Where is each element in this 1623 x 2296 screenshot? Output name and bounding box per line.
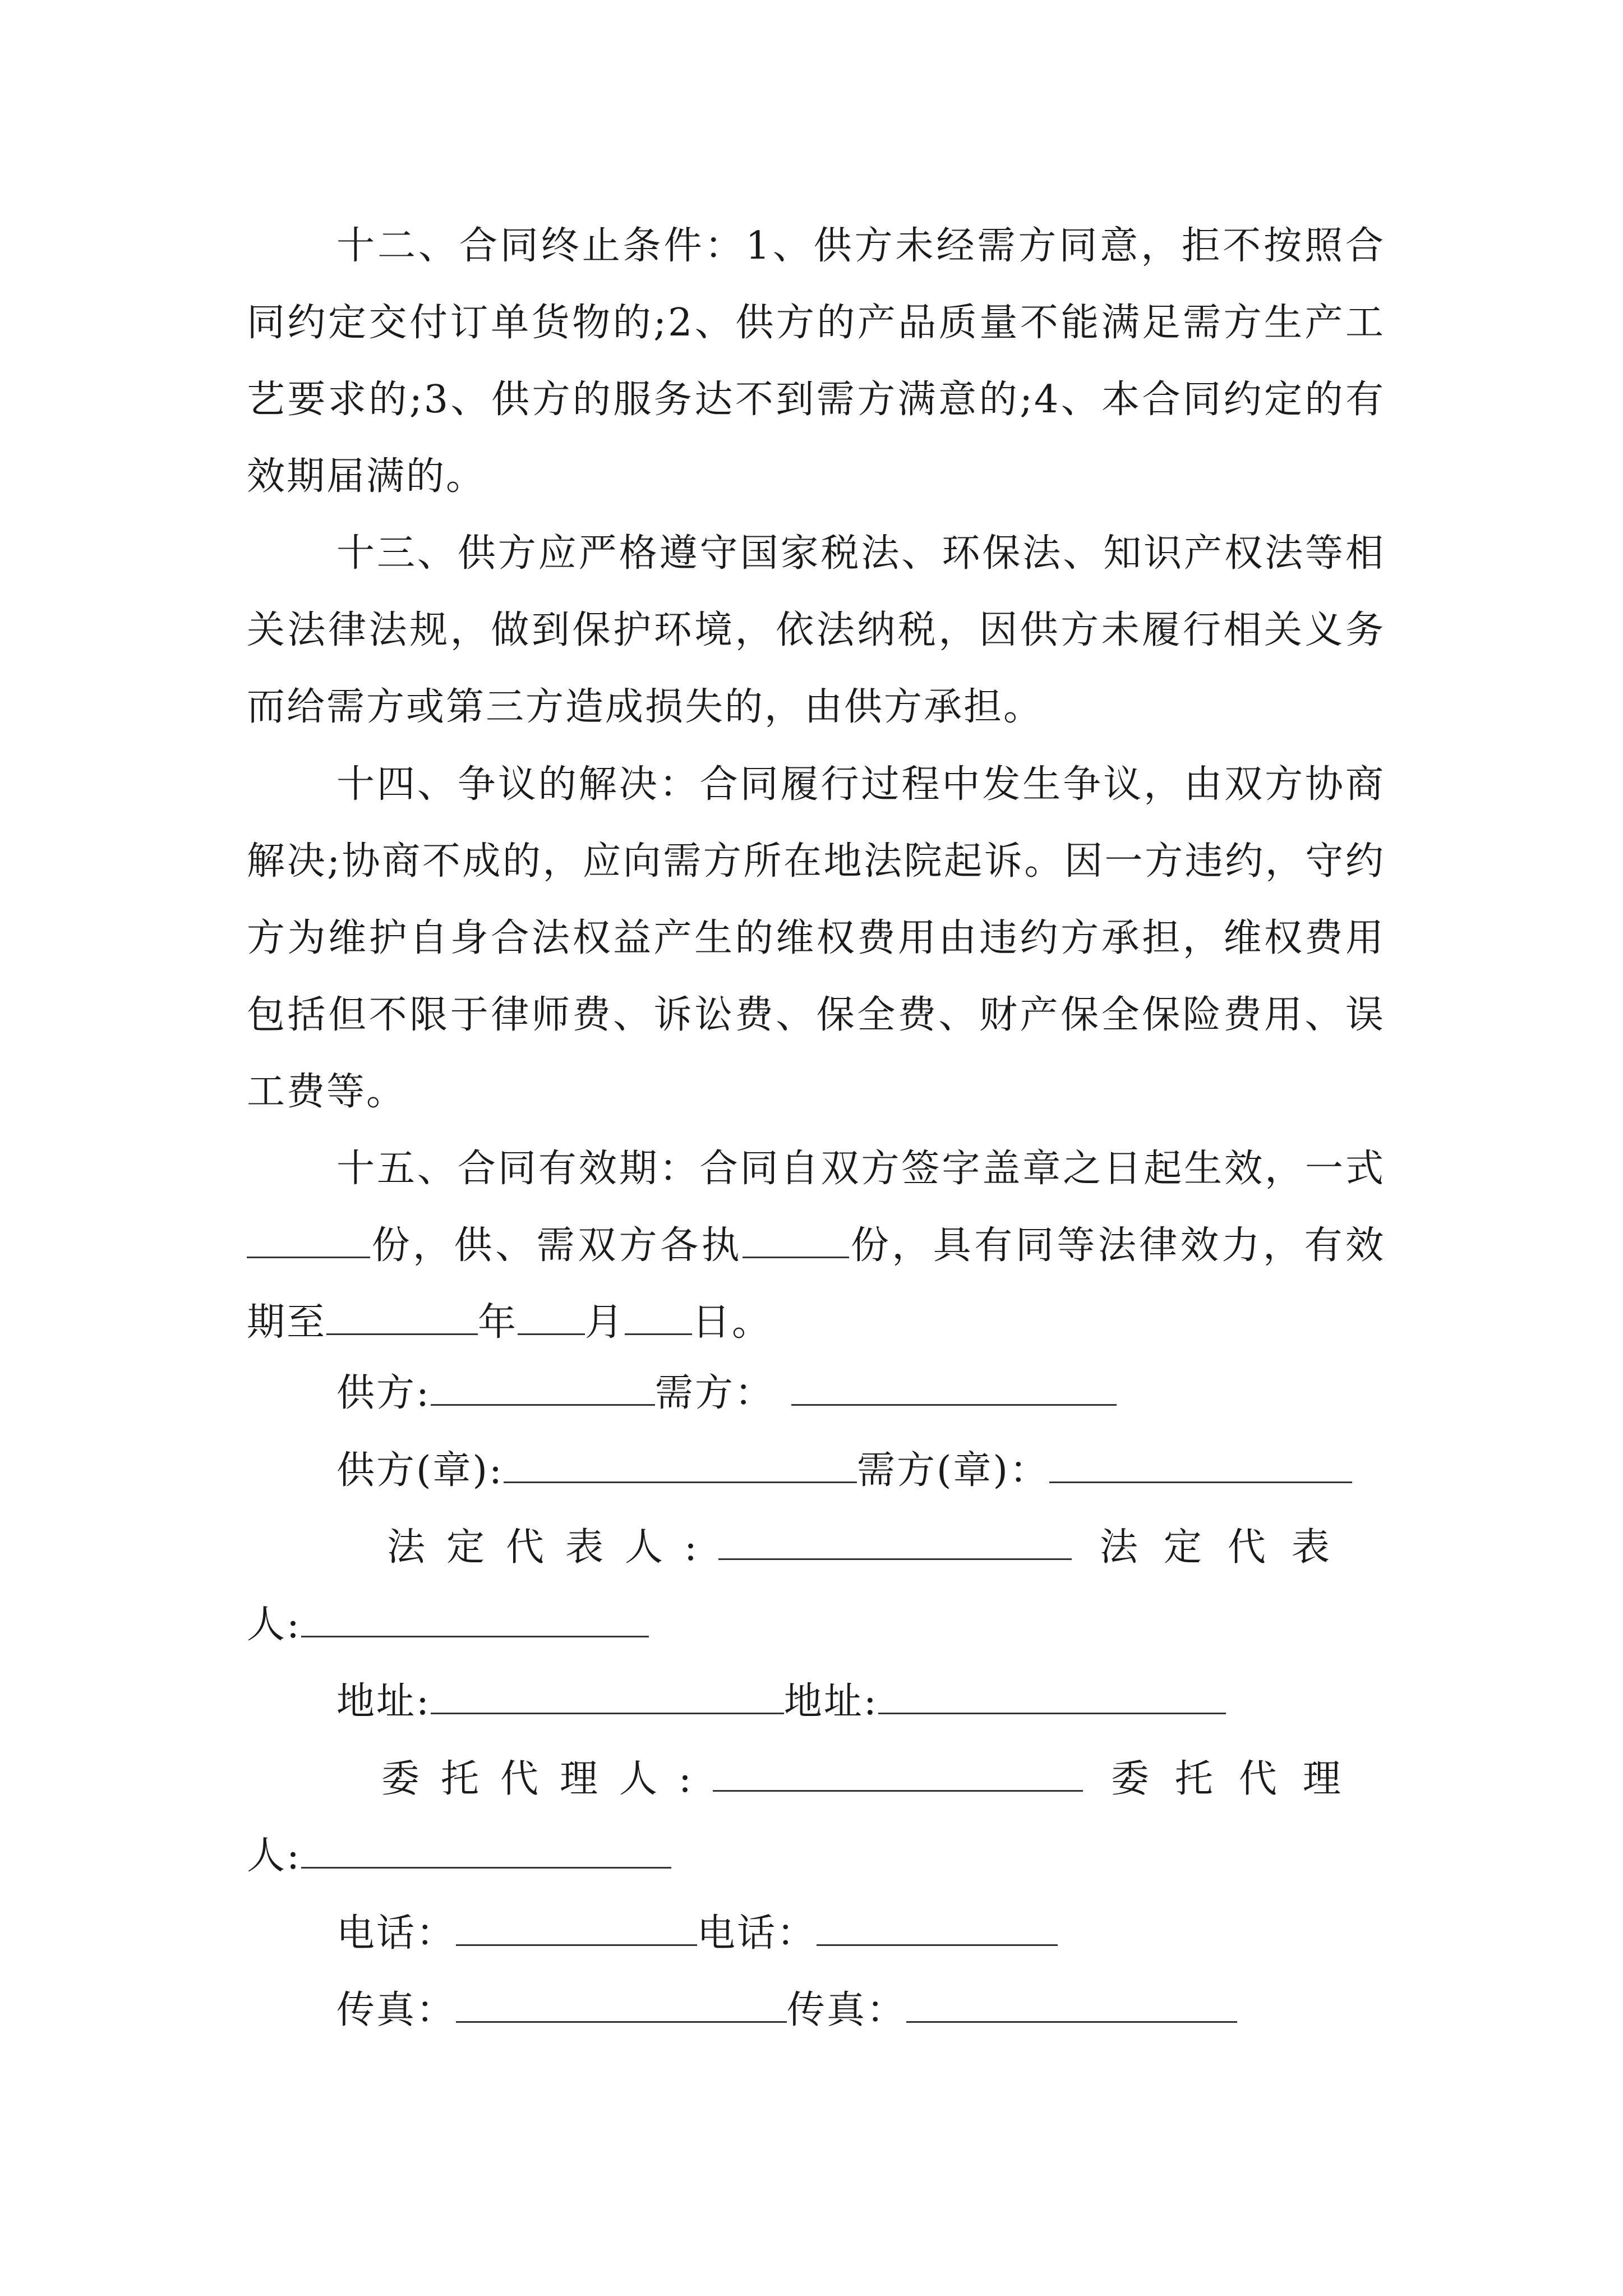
phone-field-left[interactable] — [456, 1903, 697, 1946]
clause-14: 十四、争议的解决：合同履行过程中发生争议，由双方协商解决;协商不成的，应向需方所在地法院起诉。因一方违约，守约方为维护自身合法权益产生的维权费用由违约方承担，维权费用包括但不限于律师费、诉讼费、保全费、财产保全保险费用、误工费等。 — [247, 762, 1385, 1114]
copies-each-blank[interactable] — [743, 1215, 849, 1258]
legal-rep-label-right: 法定代表 — [1099, 1525, 1355, 1570]
clause-12: 十二、合同终止条件：1、供方未经需方同意，拒不按照合同约定交付订单货物的;2、供方的产品质量不能满足需方生产工艺要求的;3、供方的服务达不到需方满意的;4、本合同约定的有效期届满的。 — [247, 224, 1385, 499]
buyer-seal-label: 需方(章)： — [856, 1448, 1050, 1493]
clause-15 — [247, 1130, 1385, 1361]
phone-label-left: 电话： — [336, 1911, 457, 1955]
agent-field-right[interactable] — [301, 1825, 671, 1869]
clause-15-text-b: 份，供、需双方各执 — [370, 1223, 743, 1268]
clause-13: 十三、供方应严格遵守国家税法、环保法、知识产权法等相关法律法规，做到保护环境，依法纳税，因供方未履行相关义务而给需方或第三方造成损失的，由供方承担。 — [247, 531, 1385, 729]
buyer-seal-field[interactable] — [1049, 1440, 1352, 1483]
buyer-field[interactable] — [791, 1363, 1117, 1406]
legal-rep-label-left: 法定代表人: — [387, 1525, 718, 1570]
address-field-left[interactable] — [431, 1671, 784, 1714]
signature-row-legal-rep — [387, 1509, 1525, 1586]
buyer-label: 需方： — [654, 1371, 774, 1415]
signature-row-fax — [336, 1972, 1475, 2049]
legal-rep-field-left[interactable] — [718, 1517, 1072, 1560]
fax-field-left[interactable] — [456, 1980, 787, 2023]
signature-row-legal-rep-wrap — [247, 1586, 1385, 1663]
fax-label-right: 传真： — [787, 1988, 907, 2032]
agent-label-right: 委托代理 — [1110, 1757, 1367, 1801]
phone-label-right: 电话： — [697, 1911, 817, 1955]
legal-rep-field-right[interactable] — [301, 1594, 649, 1637]
copies-total-blank[interactable] — [247, 1215, 370, 1258]
day-label: 日。 — [692, 1300, 772, 1345]
signature-row-parties — [336, 1355, 1475, 1432]
agent-label-left: 委托代理人: — [381, 1757, 713, 1801]
supplier-field[interactable] — [431, 1363, 655, 1406]
address-field-right[interactable] — [878, 1671, 1226, 1714]
signature-row-agent-wrap — [247, 1818, 1385, 1894]
signature-row-seal — [336, 1432, 1475, 1509]
fax-label-left: 传真： — [336, 1988, 457, 2032]
legal-rep-label-wrap: 人: — [247, 1603, 301, 1647]
supplier-label: 供方: — [336, 1371, 431, 1415]
fax-field-right[interactable] — [906, 1980, 1237, 2023]
month-blank[interactable] — [518, 1292, 585, 1335]
address-label-left: 地址: — [336, 1680, 431, 1724]
month-label: 月 — [585, 1300, 625, 1345]
year-blank[interactable] — [326, 1292, 478, 1335]
agent-field-left[interactable] — [713, 1749, 1083, 1792]
signature-row-address — [336, 1663, 1475, 1740]
day-blank[interactable] — [625, 1292, 692, 1335]
year-label: 年 — [478, 1300, 518, 1345]
phone-field-right[interactable] — [817, 1903, 1058, 1946]
signature-row-phone — [336, 1895, 1475, 1972]
clause-15-text-c: 份，具有同等法律效力，有效期至 — [247, 1223, 1385, 1345]
signature-row-agent — [381, 1741, 1520, 1818]
supplier-seal-field[interactable] — [504, 1440, 857, 1483]
agent-label-wrap: 人: — [247, 1834, 301, 1878]
address-label-right: 地址: — [783, 1680, 878, 1724]
supplier-seal-label: 供方(章): — [336, 1448, 504, 1493]
clause-15-text-a: 十五、合同有效期：合同自双方签字盖章之日起生效，一式 — [336, 1147, 1385, 1191]
